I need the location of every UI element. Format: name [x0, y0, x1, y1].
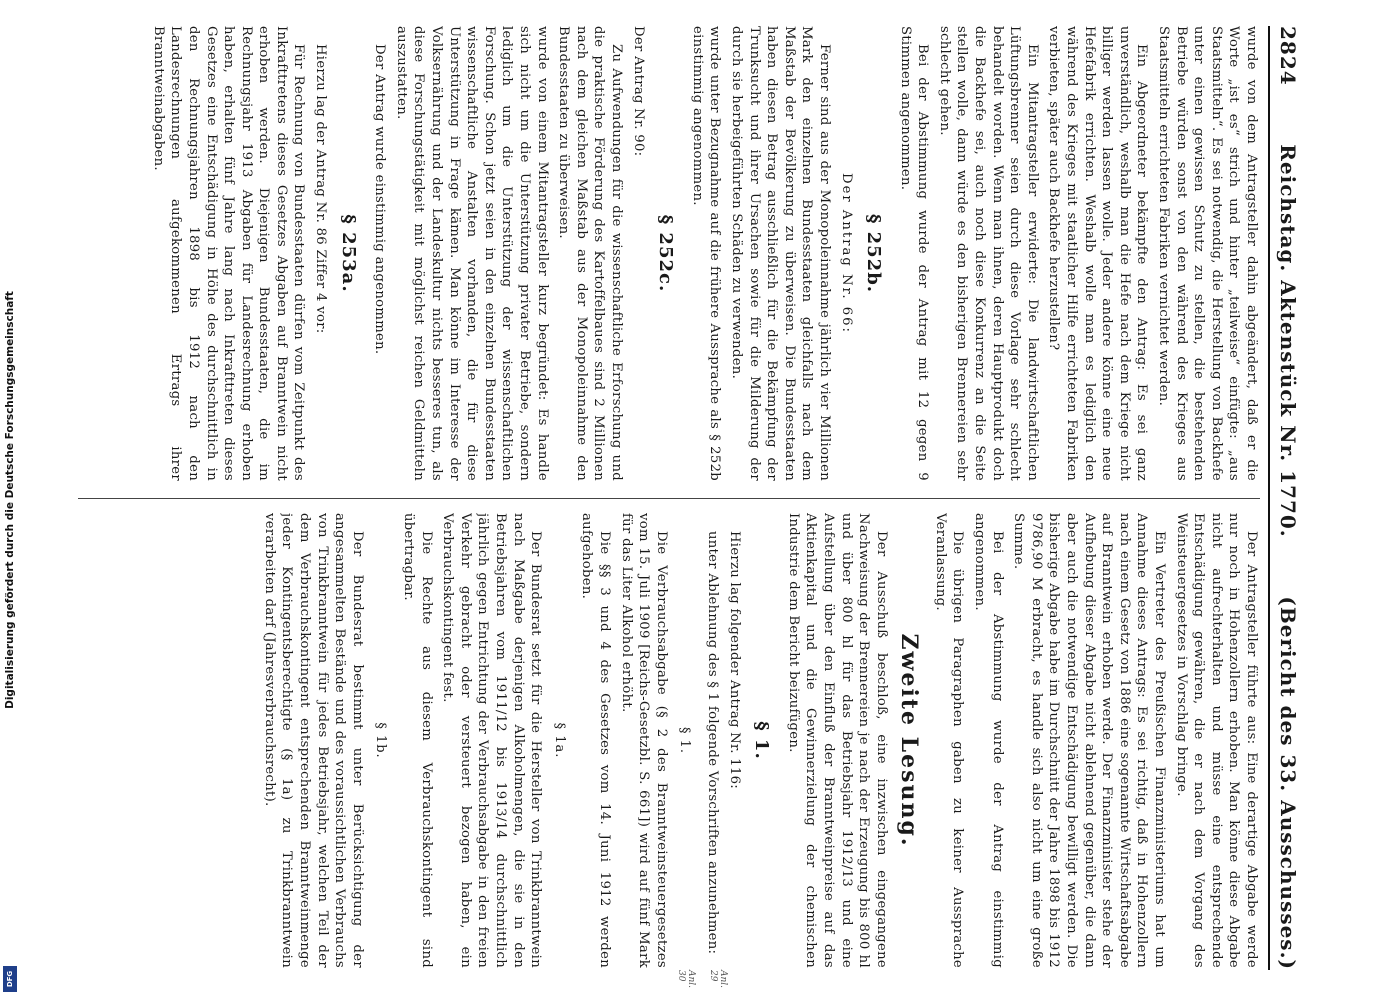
column-divider [78, 498, 1260, 499]
paragraph: Bei der Abstimmung wurde der Antrag mit 12 gegen 9 Stimmen angenommen. [897, 26, 931, 481]
paragraph: Die Rechte aus diesem Verbrauchskontingent sind übertragbar. [401, 513, 434, 968]
motion-text: Für Rechnung von Bundesstaaten dürfen vom Zeitpunkt des Inkrafttretens dieses Gesetzes Abgaben auf Branntwein nicht erhoben werden. Diejenigen Bundesstaaten, die im Rechnungsjahr 1913 Abgaben für Landesrechnung erhoben haben, erhalten fünf Jahre lang nach Inkrafttreten dieses Gesetzes eine Entschädigung in Höhe des durchschnittlich in den Rechnungsjahren 1898 bis 1912 nach den Landesrechnungen aufgekommenen Ertrags ihrer Branntweinabgaben. [150, 26, 307, 481]
paragraph: wurde von einem Mitantragsteller kurz begründet: Es handle sich nicht um die Unterstützung privater Betriebe, sondern lediglich um die Unterstützung der wissenschaftlichen Forschung. Schon jetzt seien in den einzelnen Bundesstaaten wissenschaftliche Anstalten vorhanden, die für diese Unterstützung in Frage kämen. Man könne im Interesse der Volksernährung und der Landeskultur nichts besseres tun, als diese Forschungstätigkeit mit möglichst reichen Geldmitteln auszustatten. [393, 26, 550, 481]
header-rule [1268, 26, 1270, 970]
document-page [18, 8, 1318, 988]
paragraph: Der Bundesrat bestimmt unter Berücksichtigung der angesammelten Bestände und des voraussichtlichen Verbrauchs von Trinkbranntwein für jedes Betriebsjahr, welchen Teil der dem Verbrauchskontingent entsprechenden Branntweinmenge jeder Kontingentsberechtigte (§ 1a) zu Trinkbranntwein verarbeiten darf (Jahresverbrauchsrecht). [261, 513, 365, 968]
page-header [1274, 26, 1302, 970]
margin-note-anl-30: Anl. 30 [676, 970, 696, 989]
subsection-heading-1b: § 1b. [373, 722, 389, 759]
page-title: Reichstag. Aktenstück Nr. 1770. [1276, 144, 1300, 538]
page-subtitle: (Bericht des 33. Ausschusses.) [1276, 596, 1300, 970]
paragraph: Hierzu lag folgender Antrag Nr. 116: [726, 531, 742, 789]
paragraph: Die Verbrauchsabgabe (§ 2 des Branntweinsteuergesetzes vom 15. Juli 1909 [Reichs-Gesetzbl. S. 661]) wird auf fünf Mark für das Liter Alkohol erhöht. [618, 513, 669, 968]
section-heading-253a: § 253a. [337, 214, 359, 293]
right-column [38, 513, 1260, 968]
section-heading-252c: § 252c. [655, 214, 677, 293]
motion-label: Der Antrag Nr. 66: [838, 173, 854, 334]
paragraph: Die §§ 3 und 4 des Gesetzes vom 14. Juni 1912 werden aufgehoben. [579, 513, 612, 968]
paragraph: unter Ablehnung des § 1 folgende Vorschriften anzunehmen: [704, 531, 720, 955]
subsection-heading-1a: § 1a. [551, 722, 567, 759]
section-heading-252b: § 252b. [863, 213, 885, 294]
motion-text: Ferner sind aus der Monopoleinnahme jährlich vier Millionen Mark den einzelnen Bundesstaaten gleichfalls nach dem Maßstab der Bevölkerung zu überweisen. Die Bundesstaaten haben diesen Betrag ausschließlich für die Bekämpfung der Trunksucht und ihrer Ursachen sowie für die Milderung der durch sie herbeigeführten Schäden zu verwenden. [728, 26, 832, 481]
dfg-logo [3, 966, 17, 992]
motion-label: Der Antrag Nr. 90: [630, 26, 646, 157]
section-heading-zweite-lesung: Zweite Lesung. [896, 633, 923, 848]
paragraph: Bei der Abstimmung wurde der Antrag einstimmig angenommen. [972, 513, 1005, 968]
subsection-heading-1: § 1. [677, 726, 693, 755]
paragraph: wurde unter Bezugnahme auf die frühere Aussprache als § 252b einstimmig angenommen. [689, 26, 723, 481]
paragraph: wurde von dem Antragsteller dahin abgeändert, daß er die Worte „ist es“ strich und hinter „teilweise“ einfügte: „aus Staatsmitteln“. Es sei notwendig, die Herstellung von Backhefe unter einen gewissen Schutz zu stellen, die bestehenden Betriebe würden sonst von den während des Krieges aus Staatsmitteln errichteten Fabriken vernichtet werden. [1156, 26, 1259, 481]
left-column [38, 26, 1260, 481]
dfg-logo-text: DFG [6, 970, 14, 988]
paragraph: Die übrigen Paragraphen gaben zu keiner Aussprache Veranlassung. [932, 513, 966, 968]
digitization-notice: Digitalisierung gefördert durch die Deutsche Forschungsgemeinschaft [4, 291, 17, 709]
margin-note-anl-29: Anl. 29 [708, 970, 728, 989]
section-heading-1: § 1. [751, 721, 773, 760]
paragraph: Ein Abgeordneter bekämpfte den Antrag: Es sei ganz unverständlich, weshalb man die Hefe nach dem Kriege nicht billiger werden lassen wolle. Jeder andere könne eine neue Hefefabrik errichten. Weshalb wolle man es lediglich den während des Krieges mit staatlicher Hilfe errichteten Fabriken verbieten, später auch Backhefe herzustellen? [1046, 26, 1150, 481]
paragraph: Der Bundesrat setzt für die Hersteller von Trinkbranntwein nach Maßgabe derjenigen Alkoholmengen, die sie in den Betriebsjahren vom 1911/12 bis 1913/14 durchschnittlich jährlich gegen Entrichtung der Verbrauchsabgabe in den freien Verkehr gebracht oder versteuert bezogen haben, ein Verbrauchskontingent fest. [440, 513, 544, 968]
paragraph: Ein Mitantragsteller erwiderte: Die landwirtschaftlichen Lüftungsbrenner seien durch diese Vorlage sehr schlecht behandelt worden. Wenn man ihnen, deren Hauptprodukt doch die Backhefe sei, auch noch diese Konkurrenz an die Seite stellen wolle, dann würde es den bisherigen Brennereien sehr schlecht gehen. [936, 26, 1040, 481]
paragraph: Der Antragsteller führte aus: Eine derartige Abgabe werde nur noch in Hohenzollern erhoben. Man könne diese Abgabe nicht aufrechterhalten und müsse eine entsprechende Entschädigung gewähren, die er nach dem Vorgang des Weinsteuergesetzes in Vorschlag bringe. [1173, 513, 1259, 968]
page-number: 2824 [1276, 26, 1300, 86]
paragraph: Hierzu lag der Antrag Nr. 86 Ziffer 4 vor: [313, 44, 329, 334]
motion-text: Zu Aufwendungen für die wissenschaftliche Erforschung und die praktische Förderung des Kartoffelbaues sind 2 Millionen nach dem gleichen Maßstab aus der Monopoleinnahme den Bundesstaaten zu überweisen. [556, 26, 624, 481]
digitization-strip [0, 0, 20, 1000]
paragraph: Ein Vertreter des Preußischen Finanzministeriums hat um Annahme dieses Antrags: Es sei richtig, daß in Hohenzollern nach einem Gesetz von 1886 eine sogenannte Wirtschaftsabgabe auf Branntwein erhoben werde. Der Finanzminister stehe der Aufhebung dieser Abgabe nicht ablehnend gegenüber, die dann aber auch die notwendige Entschädigung bewilligt werden. Die bisherige Abgabe habe im Durchschnitt der Jahre 1898 bis 1912 9786,90 M erbracht, es handle sich also nicht um eine große Summe. [1011, 513, 1168, 968]
paragraph: Der Ausschuß beschloß, eine inzwischen eingegangene Nachweisung der Brennereien je nach der Erzeugung bis 800 hl und über 800 hl für das Betriebsjahr 1912/13 und eine Aufstellung über den Einfluß der Branntweinpreise auf das Aktienkapital und die Gewinnerzielung der chemischen Industrie dem Bericht beizufügen. [785, 513, 889, 968]
paragraph: Der Antrag wurde einstimmig angenommen. [372, 44, 388, 355]
